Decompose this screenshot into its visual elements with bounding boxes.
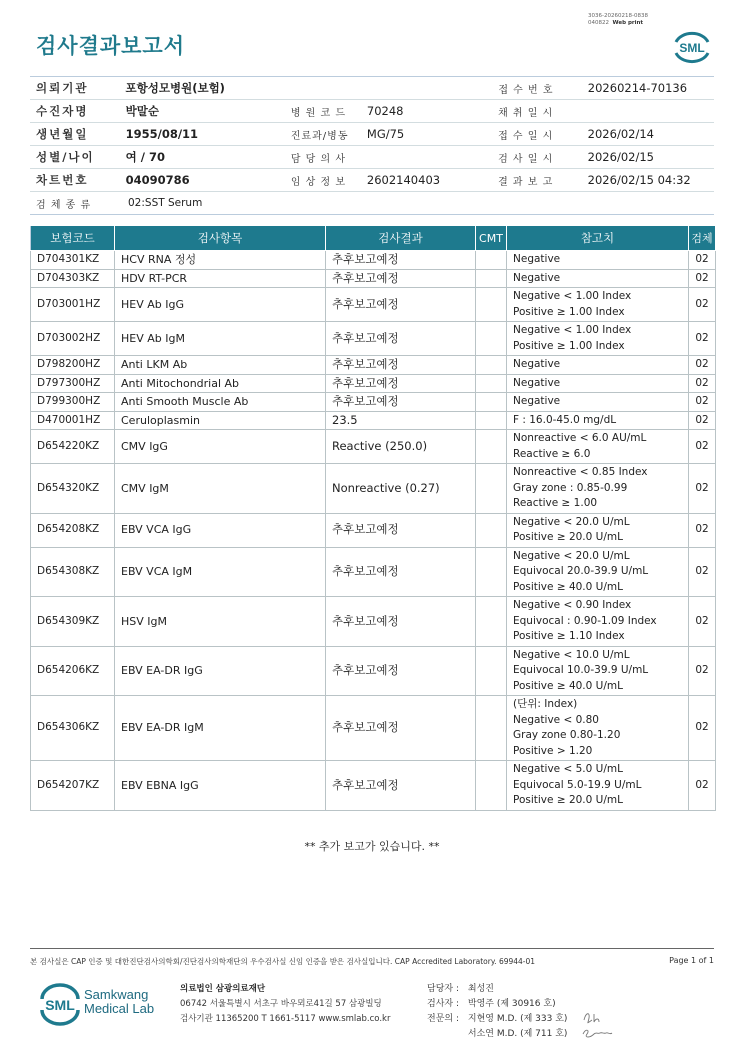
column-header-code: 보험코드: [31, 226, 115, 251]
table-row: [31, 374, 716, 393]
page-number: Page 1 of 1: [669, 956, 714, 965]
reference-cell: Negative: [507, 393, 689, 412]
result-cell: 23.5: [326, 411, 476, 430]
result-cell: 추후보고예정: [326, 269, 476, 288]
item-cell: EBV EA-DR IgM: [115, 696, 326, 761]
cmt-cell: [476, 597, 507, 647]
result-cell: 추후보고예정: [326, 696, 476, 761]
code-cell: D798200HZ: [31, 356, 115, 375]
table-row: [31, 547, 716, 597]
info-value: 2602140403: [366, 173, 441, 187]
cmt-cell: [476, 288, 507, 322]
specimen-cell: 02: [689, 646, 716, 696]
certification-text: 본 검사실은 CAP 인증 및 대한진단검사의학회/진단검사의학재단의 우수검사실 신임 인증을 받은 검사실입니다. CAP Accredited Laboratory. 69944-01: [30, 957, 536, 966]
cmt-cell: [476, 547, 507, 597]
reference-cell: Negative: [507, 269, 689, 288]
info-label: 진료과/병동: [290, 130, 349, 142]
code-cell: D654320KZ: [31, 464, 115, 514]
table-row: [31, 269, 716, 288]
info-value: 포항성모병원(보험): [125, 81, 225, 95]
item-cell: Ceruloplasmin: [115, 411, 326, 430]
staff-row: [427, 997, 567, 1012]
samkwang-logo: [36, 982, 196, 1026]
reference-cell: Negative < 0.90 Index Equivocal : 0.90-1.09 Index Positive ≥ 1.10 Index: [507, 597, 689, 647]
specimen-cell: 02: [689, 288, 716, 322]
info-value: 02:SST Serum: [128, 197, 203, 209]
info-row: [30, 192, 714, 215]
code-cell: D654220KZ: [31, 430, 115, 464]
item-cell: HSV IgM: [115, 597, 326, 647]
sml-logo-icon: [670, 26, 714, 66]
table-header-row: [31, 226, 716, 251]
info-value: 70248: [366, 104, 404, 118]
table-row: [31, 356, 716, 375]
reference-cell: Negative < 10.0 U/mL Equivocal 10.0-39.9 U/mL Positive ≥ 40.0 U/mL: [507, 646, 689, 696]
logo-line2: Medical Lab: [84, 1001, 155, 1016]
info-value: 2026/02/15: [587, 150, 654, 164]
info-value: 박말순: [125, 104, 159, 118]
cmt-cell: [476, 411, 507, 430]
cmt-cell: [476, 251, 507, 270]
specimen-cell: 02: [689, 464, 716, 514]
staff-role: 전문의 :: [427, 1014, 459, 1024]
staff-row: [427, 1012, 567, 1027]
info-value: 1955/08/11: [125, 127, 199, 141]
staff-name: 최성진: [467, 984, 494, 994]
item-cell: HDV RT-PCR: [115, 269, 326, 288]
reference-cell: Negative < 1.00 Index Positive ≥ 1.00 Index: [507, 288, 689, 322]
code-cell: D703002HZ: [31, 322, 115, 356]
report-title: 검사결과보고서: [36, 34, 186, 58]
reference-cell: Negative: [507, 356, 689, 375]
cmt-cell: [476, 356, 507, 375]
cmt-cell: [476, 322, 507, 356]
reference-cell: Negative < 1.00 Index Positive ≥ 1.00 Index: [507, 322, 689, 356]
column-header-reference: 참고치: [507, 226, 689, 251]
cmt-cell: [476, 761, 507, 811]
result-cell: 추후보고예정: [326, 251, 476, 270]
code-cell: D654306KZ: [31, 696, 115, 761]
sml-footer-logo-text: SML: [45, 997, 75, 1013]
report-code-line1: 3036-20260218-0838: [588, 13, 648, 19]
cmt-cell: [476, 464, 507, 514]
reference-cell: Negative: [507, 374, 689, 393]
cmt-cell: [476, 269, 507, 288]
staff-list: [427, 982, 567, 1042]
info-row: [30, 146, 714, 169]
specimen-cell: 02: [689, 761, 716, 811]
item-cell: Anti LKM Ab: [115, 356, 326, 375]
info-label: 의뢰기관: [36, 81, 89, 95]
info-label: 생년월일: [36, 127, 89, 141]
result-cell: 추후보고예정: [326, 288, 476, 322]
specimen-cell: 02: [689, 393, 716, 412]
table-row: [31, 288, 716, 322]
info-value: MG/75: [366, 127, 405, 141]
staff-row: [427, 982, 567, 997]
specimen-cell: 02: [689, 374, 716, 393]
code-cell: D704301KZ: [31, 251, 115, 270]
item-cell: HCV RNA 정성: [115, 251, 326, 270]
code-cell: D654206KZ: [31, 646, 115, 696]
info-value: 2026/02/15 04:32: [587, 173, 691, 187]
info-label: 채 취 일 시: [498, 107, 554, 119]
staff-name: 박영주 (제 30916 호): [467, 999, 556, 1009]
info-label: 결 과 보 고: [498, 176, 554, 188]
info-label: 접 수 번 호: [498, 84, 554, 96]
reference-cell: (단위: Index) Negative < 0.80 Gray zone 0.80-1.20 Positive > 1.20: [507, 696, 689, 761]
result-cell: 추후보고예정: [326, 597, 476, 647]
cmt-cell: [476, 513, 507, 547]
footer-divider: [30, 948, 714, 949]
result-cell: Reactive (250.0): [326, 430, 476, 464]
info-value: 여 / 70: [125, 150, 165, 164]
reference-cell: Nonreactive < 0.85 Index Gray zone : 0.85-0.99 Reactive ≥ 1.00: [507, 464, 689, 514]
reference-cell: Negative < 5.0 U/mL Equivocal 5.0-19.9 U/mL Positive ≥ 20.0 U/mL: [507, 761, 689, 811]
table-row: [31, 761, 716, 811]
item-cell: HEV Ab IgM: [115, 322, 326, 356]
column-header-cmt: CMT: [476, 226, 507, 251]
print-label: Web print: [612, 20, 644, 26]
table-row: [31, 464, 716, 514]
org-name: 의료법인 삼광의료재단: [180, 984, 266, 994]
specimen-cell: 02: [689, 696, 716, 761]
sml-logo-text: SML: [679, 41, 705, 55]
info-label: 검 체 종 류: [36, 199, 92, 211]
org-contact: 검사기관 11365200 T 1661-5117 www.smlab.co.kr: [180, 1014, 391, 1024]
staff-role: 검사자 :: [427, 999, 459, 1009]
info-row: [30, 100, 714, 123]
code-cell: D654309KZ: [31, 597, 115, 647]
item-cell: Anti Mitochondrial Ab: [115, 374, 326, 393]
code-cell: D703001HZ: [31, 288, 115, 322]
signature-icon: [580, 1008, 620, 1040]
table-row: [31, 411, 716, 430]
report-code-number: 040822: [588, 20, 610, 26]
table-row: [31, 646, 716, 696]
staff-role: 담당자 :: [427, 984, 459, 994]
patient-info: [30, 76, 714, 215]
result-cell: 추후보고예정: [326, 761, 476, 811]
item-cell: CMV IgM: [115, 464, 326, 514]
info-row: [30, 123, 714, 146]
logo-line1: Samkwang: [84, 987, 149, 1002]
info-row: [30, 77, 714, 100]
item-cell: EBV VCA IgG: [115, 513, 326, 547]
column-header-item: 검사항목: [115, 226, 326, 251]
reference-cell: Nonreactive < 6.0 AU/mL Reactive ≥ 6.0: [507, 430, 689, 464]
info-label: 병 원 코 드: [290, 107, 347, 119]
report-code: [588, 13, 648, 27]
results-table: [30, 225, 716, 811]
info-value: 04090786: [125, 173, 190, 187]
column-header-specimen: 검체: [689, 226, 716, 251]
specimen-cell: 02: [689, 547, 716, 597]
reference-cell: F : 16.0-45.0 mg/dL: [507, 411, 689, 430]
column-header-result: 검사결과: [326, 226, 476, 251]
result-cell: 추후보고예정: [326, 547, 476, 597]
specimen-cell: 02: [689, 322, 716, 356]
code-cell: D797300HZ: [31, 374, 115, 393]
code-cell: D654308KZ: [31, 547, 115, 597]
specimen-cell: 02: [689, 356, 716, 375]
staff-name: 지현영 M.D. (제 333 호): [467, 1014, 568, 1024]
info-label: 차트번호: [36, 173, 89, 187]
info-label: 성별/나이: [36, 150, 95, 164]
table-row: [31, 430, 716, 464]
table-row: [31, 513, 716, 547]
item-cell: EBV EBNA IgG: [115, 761, 326, 811]
cmt-cell: [476, 646, 507, 696]
item-cell: CMV IgG: [115, 430, 326, 464]
specimen-cell: 02: [689, 597, 716, 647]
cmt-cell: [476, 430, 507, 464]
result-cell: 추후보고예정: [326, 393, 476, 412]
code-cell: D654208KZ: [31, 513, 115, 547]
specimen-cell: 02: [689, 269, 716, 288]
table-row: [31, 597, 716, 647]
report-code-line2: [588, 20, 648, 27]
info-label: 수진자명: [36, 104, 89, 118]
specimen-cell: 02: [689, 411, 716, 430]
table-body: [31, 251, 716, 811]
info-row: [30, 169, 714, 192]
item-cell: EBV VCA IgM: [115, 547, 326, 597]
code-cell: D704303KZ: [31, 269, 115, 288]
cmt-cell: [476, 374, 507, 393]
staff-name: 서소연 M.D. (제 711 호): [467, 1029, 568, 1039]
reference-cell: Negative < 20.0 U/mL Equivocal 20.0-39.9 U/mL Positive ≥ 40.0 U/mL: [507, 547, 689, 597]
organization-info: [180, 982, 390, 1027]
table-row: [31, 696, 716, 761]
result-cell: 추후보고예정: [326, 513, 476, 547]
item-cell: Anti Smooth Muscle Ab: [115, 393, 326, 412]
info-label: 담 당 의 사: [290, 153, 347, 165]
result-cell: 추후보고예정: [326, 356, 476, 375]
specimen-cell: 02: [689, 251, 716, 270]
specimen-cell: 02: [689, 430, 716, 464]
item-cell: EBV EA-DR IgG: [115, 646, 326, 696]
info-label: 검 사 일 시: [498, 153, 554, 165]
sml-footer-logo-icon: [36, 982, 84, 1026]
org-address: 06742 서울특별시 서초구 바우뫼로41길 57 삼광빌딩: [180, 999, 382, 1009]
reference-cell: Negative < 20.0 U/mL Positive ≥ 20.0 U/mL: [507, 513, 689, 547]
info-label: 임 상 정 보: [290, 176, 347, 188]
item-cell: HEV Ab IgG: [115, 288, 326, 322]
staff-row: [427, 1027, 567, 1042]
reference-cell: Negative: [507, 251, 689, 270]
code-cell: D799300HZ: [31, 393, 115, 412]
code-cell: D654207KZ: [31, 761, 115, 811]
result-cell: 추후보고예정: [326, 374, 476, 393]
table-row: [31, 251, 716, 270]
result-cell: 추후보고예정: [326, 646, 476, 696]
result-cell: Nonreactive (0.27): [326, 464, 476, 514]
specimen-cell: 02: [689, 513, 716, 547]
info-label: 접 수 일 시: [498, 130, 554, 142]
result-cell: 추후보고예정: [326, 322, 476, 356]
code-cell: D470001HZ: [31, 411, 115, 430]
info-value: 2026/02/14: [587, 127, 654, 141]
additional-report-note: ** 추가 보고가 있습니다. **: [304, 840, 440, 853]
info-value: 20260214-70136: [587, 81, 688, 95]
cmt-cell: [476, 393, 507, 412]
table-row: [31, 393, 716, 412]
table-row: [31, 322, 716, 356]
cmt-cell: [476, 696, 507, 761]
